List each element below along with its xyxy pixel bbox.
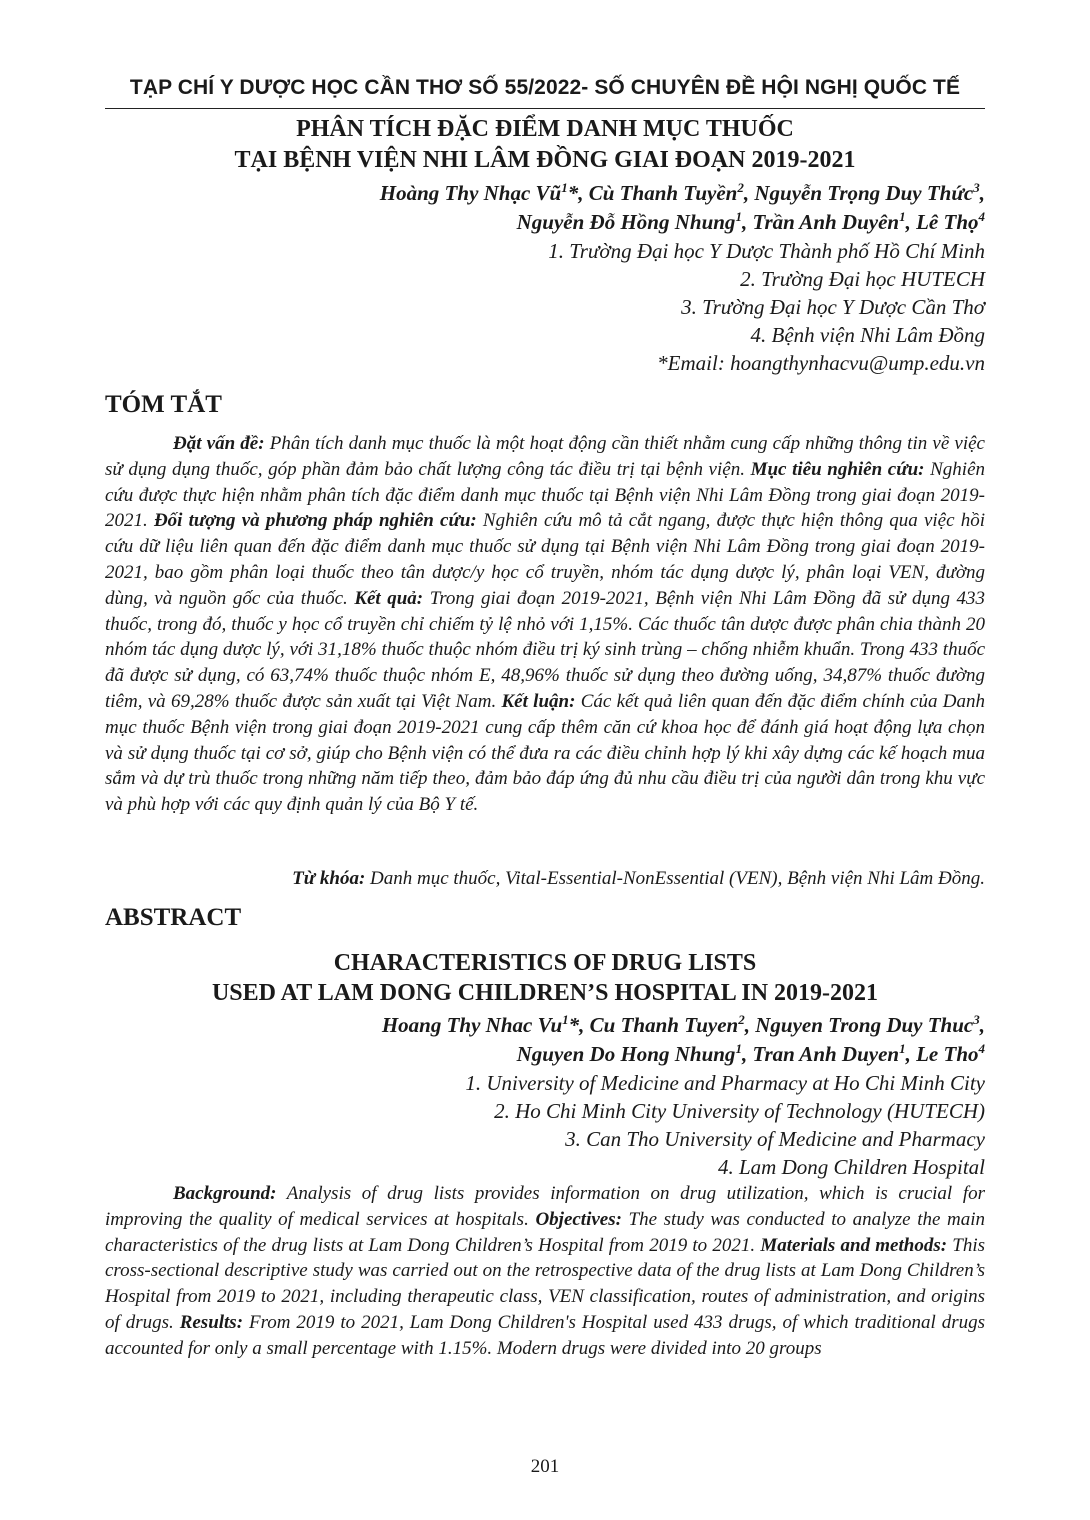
author: Le Tho xyxy=(916,1042,979,1066)
header-rule xyxy=(105,108,985,109)
vi-keywords: Từ khóa: Danh mục thuốc, Vital-Essential-NonEssential (VEN), Bệnh viện Nhi Lâm Đồng. xyxy=(292,868,985,889)
en-abstract-heading: ABSTRACT xyxy=(105,904,242,931)
en-abstract-body: Background: Analysis of drug lists provides information on drug utilization, which is crucial for improving the quality of medical services at hospitals. Objectives: The study was conducted to analyze the main characteristics of the drug lists at Lam Dong Children’s Hospital from 2019 to 2021. Materials and methods: This cross-sectional descriptive study was carried out on the retrospective data of the drug lists at Lam Dong Children’s Hospital from 2019 to 2021, including therapeutic class, VEN classification, routes of administration, and origins of drugs. Results: From 2019 to 2021, Lam Dong Children's Hospital used 433 drugs, of which traditional drugs accounted for only a small percentage with 1.15%. Modern drugs were divided into 20 groups xyxy=(105,1183,986,1359)
vi-affiliation-1: 1. Trường Đại học Y Dược Thành phố Hồ Chí Minh xyxy=(548,239,985,263)
vi-abstract-body: Đặt vấn đề: Phân tích danh mục thuốc là một hoạt động cần thiết nhằm cung cấp những thông tin về việc sử dụng dụng thuốc, góp phần đảm bảo chất lượng công tác điều trị tại bệnh viện. Mục tiêu nghiên cứu: Nghiên cứu được thực hiện nhằm phân tích đặc điểm danh mục thuốc tại Bệnh viện Nhi Lâm Đồng trong giai đoạn 2019-2021. Đối tượng và phương pháp nghiên cứu: Nghiên cứu mô tả cắt ngang, được thực hiện thông qua việc hồi cứu dữ liệu liên quan đến đặc điểm danh mục thuốc sử dụng tại Bệnh viện Nhi Lâm Đồng trong giai đoạn 2019-2021, bao gồm phân loại thuốc theo tân dược/y học cổ truyền, nhóm tác dụng dược lý, phân loại VEN, đường dùng, và nguồn gốc của thuốc. Kết quả: Trong giai đoạn 2019-2021, Bệnh viện Nhi Lâm Đồng đã sử dụng 433 thuốc, trong đó, thuốc y học cổ truyền chỉ chiếm tỷ lệ nhỏ với 1,15%. Các thuốc tân dược được phân chia thành 20 nhóm tác dụng dược lý, với 31,18% thuốc thuộc nhóm điều trị ký sinh trùng – chống nhiễm khuẩn. Trong 433 thuốc đã được sử dụng, có 63,74% thuốc thuộc nhóm E, 48,96% thuốc sử dụng theo đường uống, 34,87% thuốc đường tiêm, và 69,28% thuốc được sản xuất tại Việt Nam. Kết luận: Các kết quả liên quan đến đặc điểm chính của Danh mục thuốc Bệnh viện trong giai đoạn 2019-2021 cung cấp thêm căn cứ khoa học để đánh giá hoạt động lựa chọn và sử dụng thuốc tại cơ sở, giúp cho Bệnh viện có thể đưa ra các điều chỉnh hợp lý khi xây dựng các kế hoạch mua sắm và dự trù thuốc trong những năm tiếp theo, đảm bảo đáp ứng đủ nhu cầu điều trị của người dân trong khu vực và phù hợp với các quy định quản lý của Bộ Y tế. xyxy=(105,433,986,816)
vi-affiliation-3: 3. Trường Đại học Y Dược Cần Thơ xyxy=(681,295,985,319)
author: Tran Anh Duyen xyxy=(752,1042,900,1066)
author: Cù Thanh Tuyền xyxy=(588,181,738,205)
en-title-line-2: USED AT LAM DONG CHILDREN’S HOSPITAL IN 2019-2021 xyxy=(211,980,879,1006)
vi-affiliation-4: 4. Bệnh viện Nhi Lâm Đồng xyxy=(750,323,985,347)
en-affiliation-1: 1. University of Medicine and Pharmacy at Ho Chi Minh City xyxy=(465,1071,985,1095)
vi-authors-line-2: Nguyễn Đỗ Hồng Nhung$^1$, Trần Anh Duyên$^1$, Lê Thọ$^4$ xyxy=(516,209,985,234)
author: Lê Thọ xyxy=(916,210,979,234)
author: Nguyễn Trọng Duy Thức xyxy=(754,181,974,205)
vi-email: *Email: hoangthynhacvu@ump.edu.vn xyxy=(657,351,985,375)
en-affiliation-3: 3. Can Tho University of Medicine and Pharmacy xyxy=(565,1127,985,1151)
vi-affiliation-2: 2. Trường Đại học HUTECH xyxy=(740,267,985,291)
author: Nguyen Do Hong Nhung xyxy=(516,1042,736,1066)
author: Trần Anh Duyên xyxy=(752,210,900,234)
page-number: 201 xyxy=(530,1456,560,1477)
author: Hoang Thy Nhac Vu xyxy=(381,1013,563,1037)
en-affiliation-2: 2. Ho Chi Minh City University of Technology (HUTECH) xyxy=(494,1099,985,1123)
author: Nguyễn Đỗ Hồng Nhung xyxy=(516,210,736,234)
journal-header: TẠP CHÍ Y DƯỢC HỌC CẦN THƠ SỐ 55/2022- SỐ CHUYÊN ĐỀ HỘI NGHỊ QUỐC TẾ xyxy=(129,76,961,99)
en-authors-line-2: Nguyen Do Hong Nhung$^1$, Tran Anh Duyen$^1$, Le Tho$^4$ xyxy=(516,1041,985,1066)
en-authors-line-1: Hoang Thy Nhac Vu$^1$*, Cu Thanh Tuyen$^2$, Nguyen Trong Duy Thuc$^3$, xyxy=(381,1012,985,1037)
author: Nguyen Trong Duy Thuc xyxy=(755,1013,974,1037)
vi-title-line-2: TẠI BỆNH VIỆN NHI LÂM ĐỒNG GIAI ĐOẠN 2019-2021 xyxy=(234,147,856,173)
author: Cu Thanh Tuyen xyxy=(589,1013,739,1037)
author: Hoàng Thy Nhạc Vũ xyxy=(379,181,562,205)
en-title-line-1: CHARACTERISTICS OF DRUG LISTS xyxy=(333,950,757,976)
vi-title-line-1: PHÂN TÍCH ĐẶC ĐIỂM DANH MỤC THUỐC xyxy=(296,116,794,142)
vi-abstract-heading: TÓM TẮT xyxy=(105,391,222,418)
vi-authors-line-1: Hoàng Thy Nhạc $Vũ^1*$, Cù Thanh Tuyền$^2$, Nguyễn Trọng Duy Thức$^3$, xyxy=(379,180,985,205)
en-affiliation-4: 4. Lam Dong Children Hospital xyxy=(718,1155,985,1179)
